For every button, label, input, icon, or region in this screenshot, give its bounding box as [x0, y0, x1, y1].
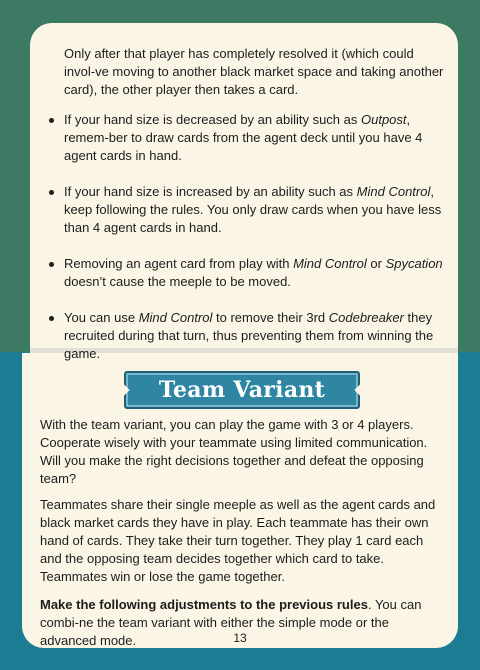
team-variant-paragraph: With the team variant, you can play the game with 3 or 4 players. Cooperate wisely with your teammate using limited communication. Will you make the right decisions together and defeat the opposing team?: [40, 417, 428, 486]
intro-paragraph: Only after that player has completely resolved it (which could invol-ve moving to another black market space and taking another card), the other player then takes a card.: [64, 46, 444, 97]
bullet-item: If your hand size is increased by an ability such as Mind Control, keep following the rules. You only draw cards when you have less than 4 agent cards in hand.: [46, 183, 446, 237]
rules-bullet-list: [46, 111, 446, 381]
bullet-item: Removing an agent card from play with Mind Control or Spycation doesn’t cause the meeple to be moved.: [46, 255, 446, 291]
adjustments-paragraph: Make the following adjustments to the previous rules. You can combi-ne the team variant with either the simple mode or the advanced mode.: [40, 597, 422, 648]
teammates-paragraph: Teammates share their single meeple as well as the agent cards and black market cards they have in play. Each teammate has their own hand of cards. They take their turn together. They play 1 card each and the opposing team decides together which card to take. Teammates win or lose the game together.: [40, 497, 436, 584]
bullet-item: You can use Mind Control to remove their 3rd Codebreaker they recruited during that turn, thus preventing them from winning the game.: [46, 309, 446, 363]
section-title: Team Variant: [158, 377, 326, 403]
section-title-banner: [124, 371, 360, 409]
page-number: 13: [233, 631, 247, 645]
bullet-item: If your hand size is decreased by an ability such as Outpost, remem-ber to draw cards from the agent deck until you have 4 agent cards in hand.: [46, 111, 446, 165]
adjustments-heading: Make the following adjustments to the previous rules: [40, 597, 368, 612]
